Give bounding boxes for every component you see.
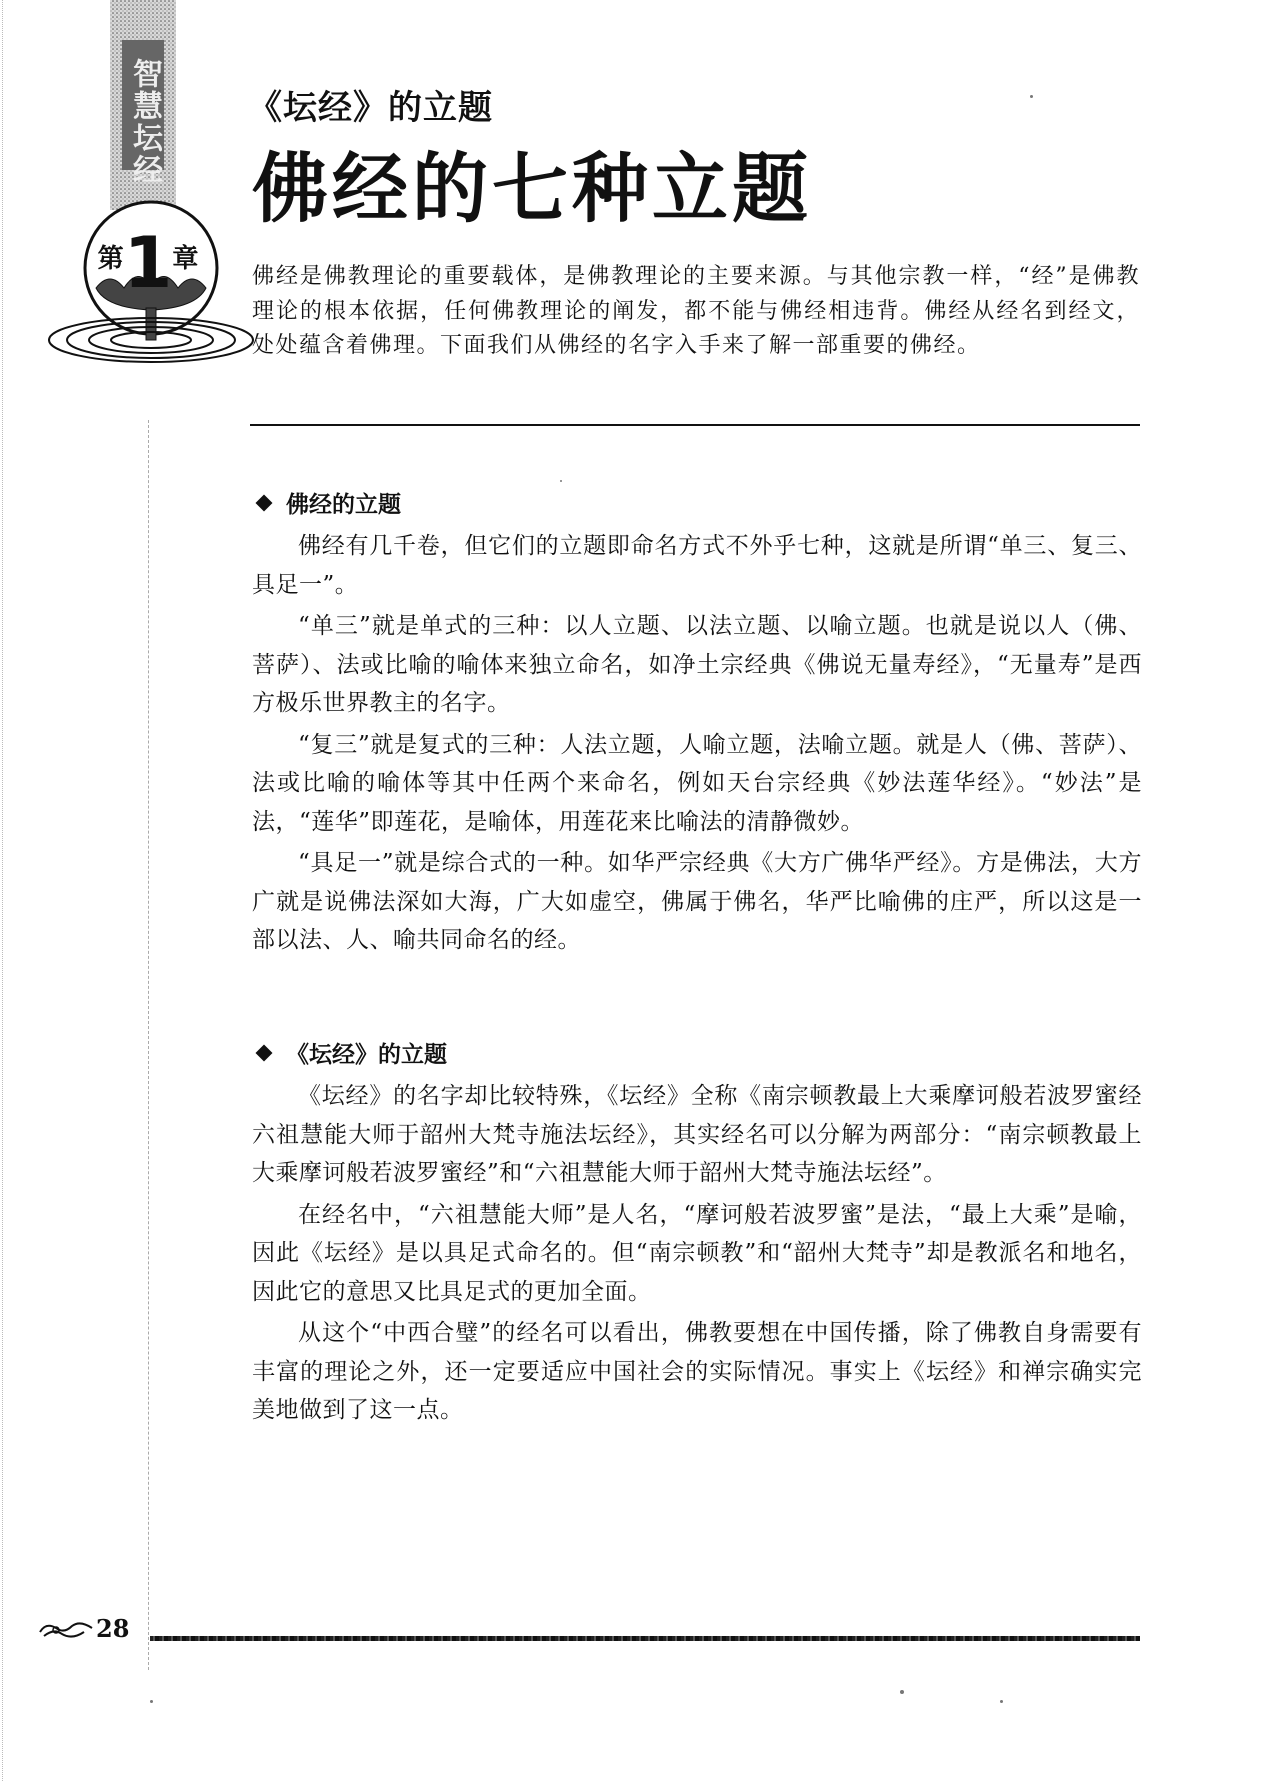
chapter-title: 佛经的七种立题 bbox=[252, 144, 812, 233]
intro-paragraph: 佛经是佛教理论的重要载体，是佛教理论的主要来源。与其他宗教一样，“经”是佛教理论的根本依据，任何佛教理论的阐发，都不能与佛经相违背。佛经从经名到经文，处处蕴含着佛理。下面我们从佛经的名字入手来了解一部重要的佛经。 bbox=[252, 264, 1140, 358]
chapter-label bbox=[92, 222, 204, 304]
footer-rule bbox=[150, 1636, 1140, 1641]
chapter-subtitle: 《坛经》的立题 bbox=[248, 88, 493, 128]
page-edge-line bbox=[2, 0, 4, 1781]
body-paragraph: 佛经有几千卷，但它们的立题即命名方式不外乎七种，这就是所谓“单三、复三、具足一”。 bbox=[252, 533, 1142, 598]
section-tanjing-title bbox=[252, 1036, 1142, 1433]
scan-speck bbox=[560, 480, 562, 482]
section-heading-text: 《坛经》的立题 bbox=[286, 1042, 447, 1068]
body-paragraph: “复三”就是复式的三种：人法立题，人喻立题，法喻立题。就是人（佛、菩萨）、法或比喻的喻体等其中任两个来命名，例如天台宗经典《妙法莲华经》。“妙法”是法，“莲华”即莲花，是喻体，用莲花来比喻法的清静微妙。 bbox=[252, 731, 1142, 835]
body-paragraph: 在经名中，“六祖慧能大师”是人名，“摩诃般若波罗蜜”是法，“最上大乘”是喻，因此《坛经》是以具足式命名的。但“南宗顿教”和“韶州大梵寺”却是教派名和地名，因此它的意思又比具足式的更加全面。 bbox=[252, 1201, 1142, 1305]
diamond-bullet-icon bbox=[256, 1044, 273, 1061]
chapter-suffix: 章 bbox=[172, 244, 199, 274]
section-heading bbox=[252, 486, 1142, 519]
margin-divider bbox=[148, 420, 150, 1670]
body-paragraph: “单三”就是单式的三种：以人立题、以法立题、以喻立题。也就是说以人（佛、菩萨）、法或比喻的喻体来独立命名，如净土宗经典《佛说无量寿经》，“无量寿”是西方极乐世界教主的名字。 bbox=[252, 613, 1142, 716]
section-heading-text: 佛经的立题 bbox=[286, 492, 401, 518]
scan-speck bbox=[900, 1690, 904, 1694]
banner-label: 智慧坛经 bbox=[127, 58, 162, 186]
page-number: 28 bbox=[96, 1614, 130, 1643]
chapter-prefix: 第 bbox=[97, 244, 124, 274]
scan-speck bbox=[1000, 1700, 1003, 1703]
section-heading bbox=[252, 1036, 1142, 1069]
scroll-ornament-icon bbox=[36, 1618, 96, 1642]
body-paragraph: 《坛经》的名字却比较特殊，《坛经》全称《南宗顿教最上大乘摩诃般若波罗蜜经六祖慧能大师于韶州大梵寺施法坛经》，其实经名可以分解为两部分：“南宗顿教最上大乘摩诃般若波罗蜜经”和“六祖慧能大师于韶州大梵寺施法坛经”。 bbox=[252, 1083, 1142, 1186]
section-sutra-titles bbox=[252, 486, 1142, 963]
body-paragraph: “具足一”就是综合式的一种。如华严宗经典《大方广佛华严经》。方是佛法，大方广就是说佛法深如大海，广大如虚空，佛属于佛名，华严比喻佛的庄严，所以这是一部以法、人、喻共同命名的经。 bbox=[252, 850, 1142, 953]
diamond-bullet-icon bbox=[256, 494, 273, 511]
intro-divider bbox=[250, 424, 1140, 426]
chapter-number: 1 bbox=[123, 222, 173, 304]
scan-speck bbox=[150, 1700, 153, 1703]
scan-speck bbox=[1030, 95, 1033, 98]
body-paragraph: 从这个“中西合璧”的经名可以看出，佛教要想在中国传播，除了佛教自身需要有丰富的理论之外，还一定要适应中国社会的实际情况。事实上《坛经》和禅宗确实完美地做到了这一点。 bbox=[252, 1320, 1142, 1423]
